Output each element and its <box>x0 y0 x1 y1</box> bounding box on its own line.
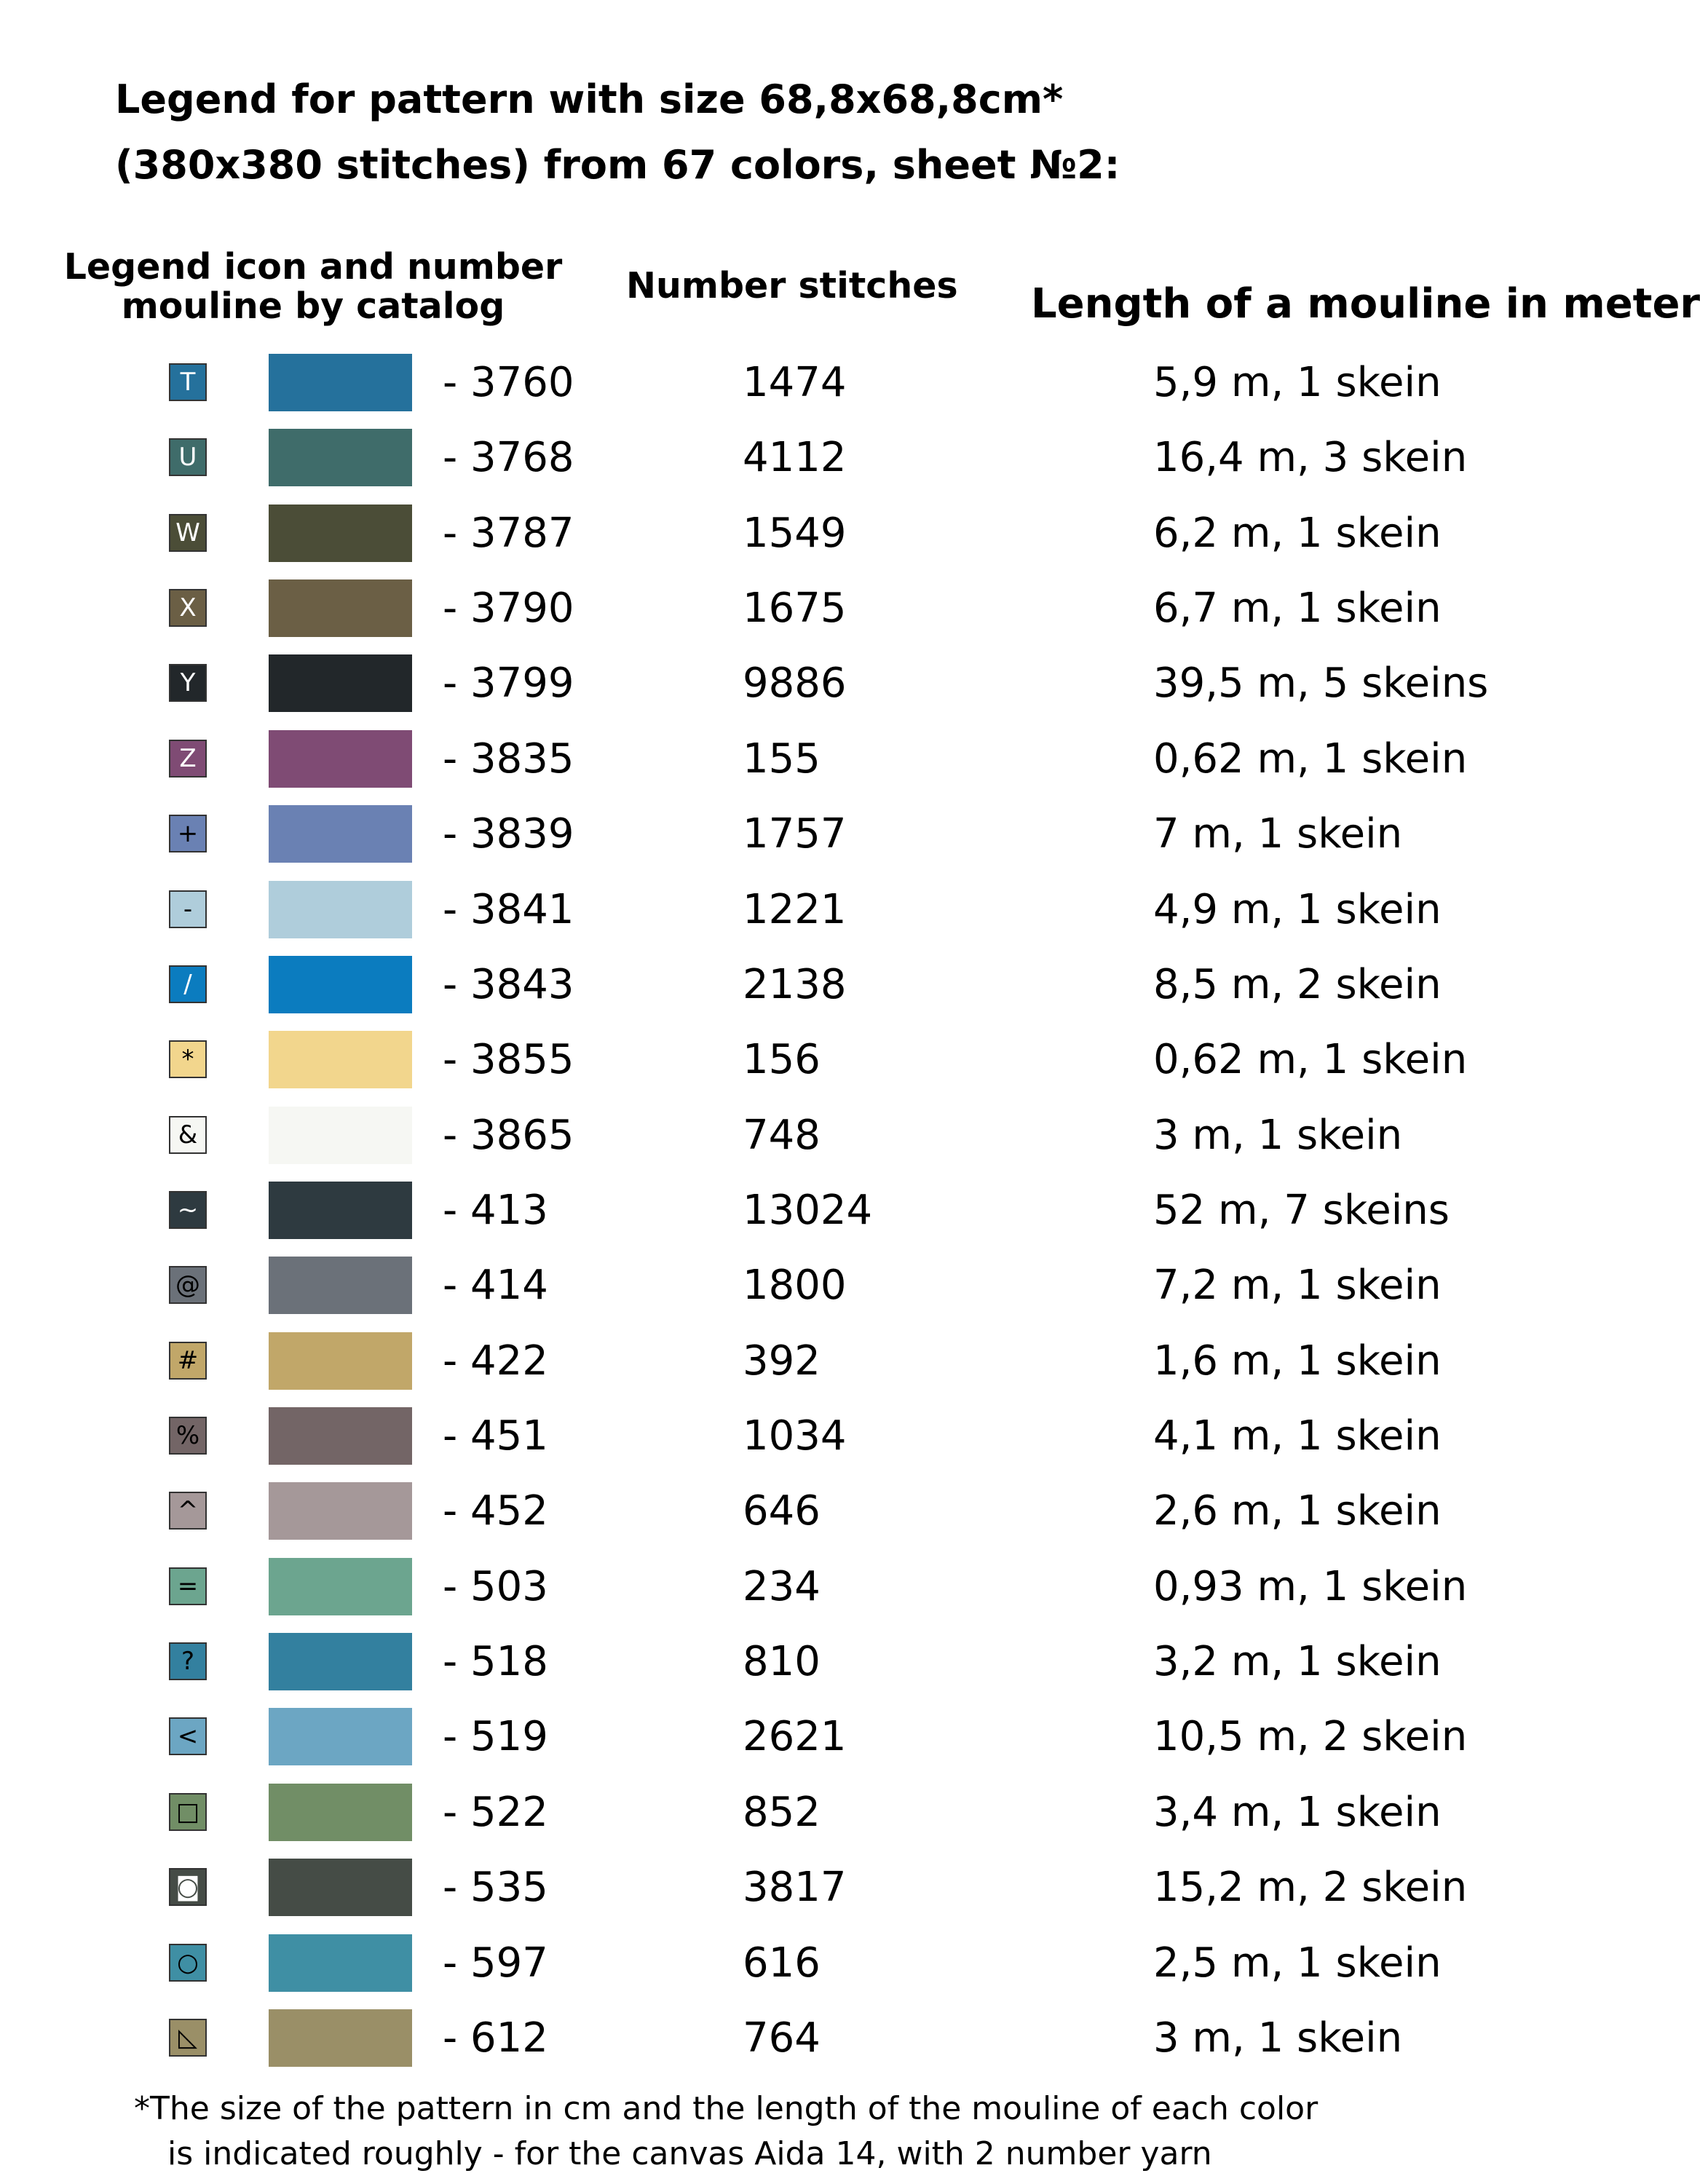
color-swatch <box>269 354 412 411</box>
stitch-count: 764 <box>743 2014 821 2062</box>
mouline-length: 5,9 m, 1 skein <box>1153 359 1442 406</box>
mouline-length: 7 m, 1 skein <box>1153 810 1403 858</box>
stitch-count: 1757 <box>743 810 847 858</box>
mouline-length: 4,1 m, 1 skein <box>1153 1412 1442 1460</box>
mouline-length: 1,6 m, 1 skein <box>1153 1337 1442 1385</box>
mouline-length: 0,93 m, 1 skein <box>1153 1562 1468 1610</box>
table-row <box>0 1624 1593 1699</box>
table-row <box>0 1775 1593 1850</box>
mouline-code: - 519 <box>443 1713 548 1761</box>
mouline-code: - 452 <box>443 1487 548 1535</box>
table-row <box>0 571 1593 646</box>
mouline-length: 16,4 m, 3 skein <box>1153 434 1468 482</box>
mouline-code: - 3839 <box>443 810 574 858</box>
stitch-count: 748 <box>743 1111 821 1159</box>
legend-symbol-icon: @ <box>169 1266 207 1304</box>
color-swatch <box>269 730 412 788</box>
table-row <box>0 1173 1593 1248</box>
legend-symbol-icon: U <box>169 438 207 476</box>
mouline-code: - 3768 <box>443 434 574 482</box>
length-column-header: Length of a mouline in meter <box>1031 280 1700 328</box>
mouline-length: 6,2 m, 1 skein <box>1153 509 1442 557</box>
table-row <box>0 872 1593 947</box>
mouline-code: - 3790 <box>443 585 574 633</box>
footnote-line-1: *The size of the pattern in cm and the length of the mouline of each color <box>134 2090 1319 2127</box>
stitch-count: 1474 <box>743 359 847 406</box>
color-swatch <box>269 1859 412 1916</box>
legend-symbol-icon: W <box>169 514 207 552</box>
color-swatch <box>269 956 412 1013</box>
legend-symbol-icon: + <box>169 815 207 852</box>
mouline-code: - 3799 <box>443 660 574 708</box>
table-row <box>0 1549 1593 1624</box>
legend-header-line-2: mouline by catalog <box>121 285 505 327</box>
color-swatch <box>269 429 412 486</box>
table-row <box>0 646 1593 721</box>
legend-column-header <box>58 248 568 326</box>
stitch-count: 1221 <box>743 885 847 933</box>
legend-symbol-icon: ○ <box>169 1944 207 1982</box>
title-line-2: (380x380 stitches) from 67 colors, sheet №2: <box>115 142 1120 188</box>
mouline-code: - 3865 <box>443 1111 574 1159</box>
legend-symbol-icon: Z <box>169 740 207 778</box>
mouline-code: - 503 <box>443 1562 548 1610</box>
color-swatch <box>269 1482 412 1540</box>
mouline-length: 0,62 m, 1 skein <box>1153 1036 1468 1084</box>
color-swatch <box>269 1633 412 1690</box>
mouline-code: - 518 <box>443 1638 548 1686</box>
mouline-length: 2,5 m, 1 skein <box>1153 1939 1442 1987</box>
color-swatch <box>269 1031 412 1088</box>
table-row <box>0 1699 1593 1774</box>
mouline-code: - 3760 <box>443 359 574 406</box>
stitch-count: 4112 <box>743 434 847 482</box>
legend-symbol-icon: ~ <box>169 1191 207 1229</box>
stitch-count: 2621 <box>743 1713 847 1761</box>
legend-symbol-icon: = <box>169 1567 207 1605</box>
legend-symbol-icon: - <box>169 890 207 928</box>
mouline-code: - 3835 <box>443 735 574 783</box>
legend-header-line-1: Legend icon and number <box>63 246 563 288</box>
color-swatch <box>269 1107 412 1164</box>
color-swatch <box>269 1407 412 1465</box>
stitch-count: 1549 <box>743 509 847 557</box>
stitch-count: 13024 <box>743 1186 873 1234</box>
table-row <box>0 1398 1593 1473</box>
table-row <box>0 1926 1593 2001</box>
legend-symbol-icon: * <box>169 1040 207 1078</box>
table-row <box>0 1022 1593 1097</box>
page-title <box>115 67 1120 198</box>
color-swatch <box>269 1784 412 1841</box>
mouline-code: - 522 <box>443 1788 548 1836</box>
table-row <box>0 496 1593 571</box>
mouline-length: 15,2 m, 2 skein <box>1153 1864 1468 1912</box>
mouline-code: - 414 <box>443 1262 548 1310</box>
stitch-count: 1034 <box>743 1412 847 1460</box>
mouline-code: - 3787 <box>443 509 574 557</box>
mouline-code: - 451 <box>443 1412 548 1460</box>
mouline-code: - 535 <box>443 1864 548 1912</box>
stitch-count: 646 <box>743 1487 821 1535</box>
mouline-length: 6,7 m, 1 skein <box>1153 585 1442 633</box>
mouline-length: 7,2 m, 1 skein <box>1153 1262 1442 1310</box>
mouline-length: 4,9 m, 1 skein <box>1153 885 1442 933</box>
stitch-count: 1675 <box>743 585 847 633</box>
stitch-count: 810 <box>743 1638 821 1686</box>
mouline-code: - 612 <box>443 2014 548 2062</box>
stitch-count: 155 <box>743 735 821 783</box>
stitch-count: 156 <box>743 1036 821 1084</box>
legend-symbol-icon: < <box>169 1717 207 1755</box>
color-swatch <box>269 2009 412 2067</box>
color-swatch <box>269 579 412 637</box>
legend-symbol-icon: ◺ <box>169 2019 207 2057</box>
mouline-length: 0,62 m, 1 skein <box>1153 735 1468 783</box>
table-row <box>0 1248 1593 1323</box>
table-row <box>0 345 1593 420</box>
color-swatch <box>269 1257 412 1314</box>
table-row <box>0 721 1593 796</box>
stitch-count: 1800 <box>743 1262 847 1310</box>
mouline-length: 8,5 m, 2 skein <box>1153 960 1442 1008</box>
legend-symbol-icon: ◙ <box>169 1868 207 1906</box>
stitch-count: 392 <box>743 1337 821 1385</box>
stitch-count: 852 <box>743 1788 821 1836</box>
mouline-length: 10,5 m, 2 skein <box>1153 1713 1468 1761</box>
table-row <box>0 2001 1593 2076</box>
color-swatch <box>269 805 412 863</box>
legend-symbol-icon: & <box>169 1116 207 1154</box>
color-swatch <box>269 1332 412 1390</box>
mouline-code: - 413 <box>443 1186 548 1234</box>
color-swatch <box>269 1934 412 1992</box>
stitch-count: 9886 <box>743 660 847 708</box>
mouline-length: 3,2 m, 1 skein <box>1153 1638 1442 1686</box>
legend-symbol-icon: X <box>169 589 207 627</box>
mouline-code: - 3843 <box>443 960 574 1008</box>
color-swatch <box>269 1182 412 1239</box>
table-row <box>0 1850 1593 1925</box>
legend-symbol-icon: ? <box>169 1642 207 1680</box>
stitch-count: 616 <box>743 1939 821 1987</box>
title-line-1: Legend for pattern with size 68,8x68,8cm* <box>115 76 1064 122</box>
color-swatch <box>269 1558 412 1615</box>
mouline-length: 52 m, 7 skeins <box>1153 1186 1450 1234</box>
table-row <box>0 1098 1593 1173</box>
legend-symbol-icon: ^ <box>169 1492 207 1530</box>
footnote-line-2: is indicated roughly - for the canvas Aida 14, with 2 number yarn <box>167 2135 1212 2172</box>
mouline-length: 39,5 m, 5 skeins <box>1153 660 1489 708</box>
legend-symbol-icon: # <box>169 1342 207 1380</box>
table-row <box>0 947 1593 1022</box>
legend-symbol-icon: T <box>169 363 207 401</box>
mouline-code: - 597 <box>443 1939 548 1987</box>
table-row <box>0 1473 1593 1548</box>
mouline-length: 3 m, 1 skein <box>1153 2014 1403 2062</box>
legend-symbol-icon: % <box>169 1417 207 1455</box>
legend-symbol-icon: Y <box>169 664 207 702</box>
color-swatch <box>269 505 412 562</box>
mouline-length: 2,6 m, 1 skein <box>1153 1487 1442 1535</box>
legend-symbol-icon: / <box>169 965 207 1003</box>
table-row <box>0 1324 1593 1398</box>
stitches-column-header: Number stitches <box>626 265 958 306</box>
stitch-count: 3817 <box>743 1864 847 1912</box>
stitch-count: 234 <box>743 1562 821 1610</box>
mouline-code: - 3855 <box>443 1036 574 1084</box>
color-swatch <box>269 654 412 712</box>
mouline-code: - 3841 <box>443 885 574 933</box>
color-swatch <box>269 881 412 938</box>
mouline-length: 3,4 m, 1 skein <box>1153 1788 1442 1836</box>
table-row <box>0 796 1593 871</box>
table-row <box>0 420 1593 495</box>
mouline-length: 3 m, 1 skein <box>1153 1111 1403 1159</box>
legend-symbol-icon: □ <box>169 1793 207 1831</box>
color-swatch <box>269 1708 412 1765</box>
footnote <box>134 2086 1318 2177</box>
mouline-code: - 422 <box>443 1337 548 1385</box>
stitch-count: 2138 <box>743 960 847 1008</box>
